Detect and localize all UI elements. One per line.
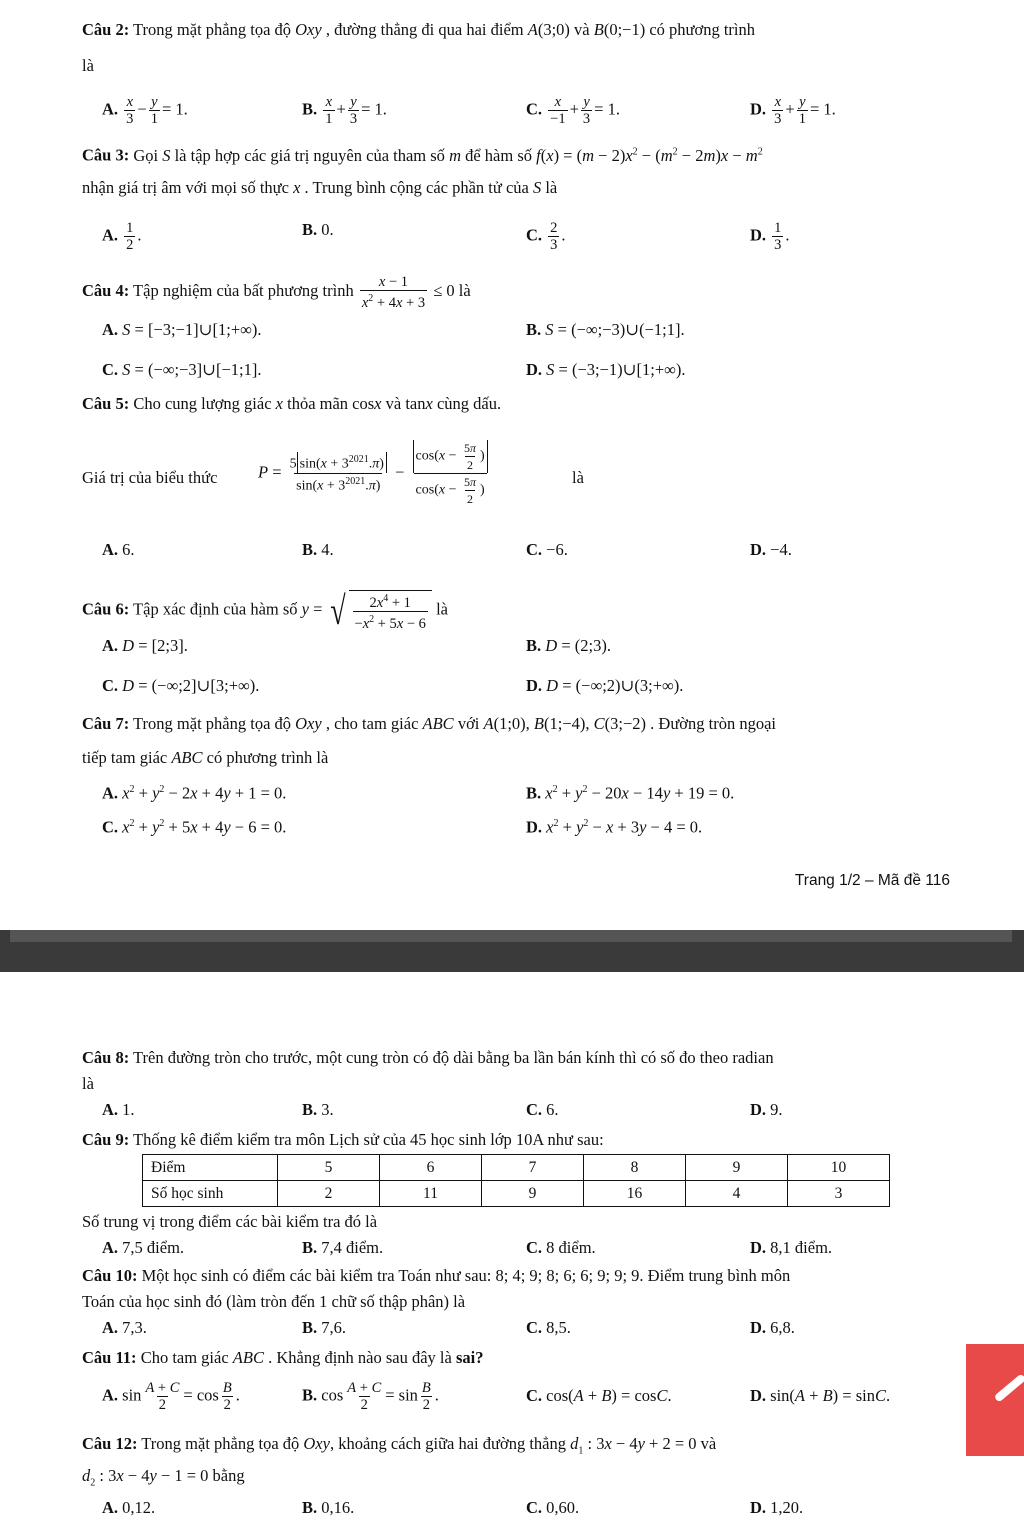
option-a: A. D = [2;3]. [102,636,188,655]
table-cell: 3 [788,1181,890,1207]
question-keyword: sai? [455,1348,484,1367]
score-table [142,1154,890,1207]
expression-p: P = $\frac{5 \sin(x + 3^{2021}.\pi)}{\sin(x + 3^{2021}.\pi)}$ − cos(x − $\frac{5\pi}{2}$ ) cos(x − $\frac{5\pi}{2}$ ) [258,440,492,507]
option-c: C. D = (−∞;2]∪[3;+∞). [102,676,260,695]
table-cell: 5 [278,1155,380,1181]
page-separator [0,930,1024,972]
option-a: A. sin $\frac{A + C}{2}$ = cos $\frac{B}{2}$ . [102,1380,240,1413]
option-b: B. $x^2 + y^2 - 20x - 14y + 19 = 0$. [526,783,735,803]
question-7 [82,714,776,734]
inequality-fraction: $\frac{x - 1}{x^2 + 4x + 3}$ [361,274,426,311]
question-8 [82,1048,774,1068]
question-label: Câu 8: [82,1048,130,1067]
option-a: A. S = [−3;−1]∪[1;+∞). [102,320,262,339]
option-c: C. $\frac{x}{-1}$ + $\frac{y}{3}$ = 1. [526,94,620,127]
question-10 [82,1266,790,1286]
option-a: A. $\frac{x}{3}$ − $\frac{y}{1}$ = 1. [102,94,188,127]
option-c: C. 8,5. [526,1318,571,1337]
question-text-cont: $d_2$ : 3x − 4y − 1 = 0 bằng [82,1466,245,1489]
option-c: C. 0,60. [526,1498,580,1517]
option-d: D. 6,8. [750,1318,795,1337]
option-a: A. 0,12. [102,1498,156,1517]
option-d: D. $x^2 + y^2 - x + 3y - 4 = 0$. [526,817,703,837]
table-row [143,1155,890,1181]
option-a: A. 6. [102,540,135,559]
question-text: Một học sinh có điểm các bài kiểm tra Toán như sau: 8; 4; 9; 8; 6; 6; 9; 9; 9. Điểm trung bình môn [141,1266,791,1285]
option-d: D. sin(A + B) = sinC. [750,1386,891,1405]
option-b: B. 0. [302,220,334,239]
question-5 [82,394,501,414]
question-text-cont: nhận giá trị âm với mọi số thực x . Trung bình cộng các phần tử của S là [82,178,558,197]
option-d: D. 8,1 điểm. [750,1238,833,1257]
option-c: C. $x^2 + y^2 + 5x + 4y - 6 = 0$. [102,817,287,837]
question-3 [82,142,763,166]
option-a: A. 7,5 điểm. [102,1238,185,1257]
table-header-cell: Điểm [143,1155,278,1181]
option-a: A. 1. [102,1100,135,1119]
option-d: D. 9. [750,1100,783,1119]
option-b: B. 4. [302,540,334,559]
table-row [143,1181,890,1207]
question-text: Trong mặt phẳng tọa độ Oxy , cho tam giác ABC với A(1;0), B(1;−4), C(3;−2) . Đường tròn ngoại [133,714,776,733]
option-a: A. $x^2 + y^2 - 2x + 4y + 1 = 0$. [102,783,287,803]
question-4: Câu 4: Tập nghiệm của bất phương trình $\frac{x - 1}{x^2 + 4x + 3}$ ≤ 0 là [82,274,471,311]
sqrt-expression: √ $\frac{2x^4 + 1}{-x^2 + 5x - 6}$ [327,590,432,632]
question-label: Câu 7: [82,714,130,733]
question-text: Cho tam giác ABC . Khẳng định nào sau đây là [140,1348,452,1367]
option-b: B. 0,16. [302,1498,355,1517]
question-label: Câu 10: [82,1266,138,1285]
option-d: D. 1,20. [750,1498,804,1517]
option-d: D. −4. [750,540,792,559]
question-9 [82,1130,604,1150]
table-cell: 8 [584,1155,686,1181]
question-label: Câu 4: [82,281,130,301]
question-12 [82,1434,716,1461]
table-cell: 9 [482,1181,584,1207]
exam-page-2 [0,972,1024,1533]
question-text: Trên đường tròn cho trước, một cung tròn có độ dài bằng ba lần bán kính thì có số đo theo radian [133,1048,774,1067]
table-cell: 7 [482,1155,584,1181]
option-d: D. D = (−∞;2)∪(3;+∞). [526,676,684,695]
table-cell: 11 [380,1181,482,1207]
option-b: B. $\frac{x}{1}$ + $\frac{y}{3}$ = 1. [302,94,387,127]
option-b: B. D = (2;3). [526,636,611,655]
question-text: Trong mặt phẳng tọa độ Oxy , đường thẳng đi qua hai điểm A(3;0) và B(0;−1) có phương trình [133,20,755,39]
question-label: Câu 6: [82,599,130,619]
question-label: Câu 9: [82,1130,130,1149]
question-text-cont: là [82,1074,94,1093]
option-d: D. $\frac{1}{3}$ . [750,220,790,253]
question-tail: là [572,468,584,487]
question-text-cont: Giá trị của biểu thức [82,468,218,487]
table-header-cell: Số học sinh [143,1181,278,1207]
option-c: C. $\frac{2}{3}$ . [526,220,566,253]
table-cell: 10 [788,1155,890,1181]
table-cell: 2 [278,1181,380,1207]
question-text: Gọi S là tập hợp các giá trị nguyên của tham số m để hàm số $f(x) = (m - 2)x^2 - (m^2 - 2m)x - m^2$ [133,145,763,165]
table-cell: 4 [686,1181,788,1207]
side-edit-tab[interactable] [966,1344,1024,1456]
table-cell: 9 [686,1155,788,1181]
option-b: B. S = (−∞;−3)∪(−1;1]. [526,320,685,339]
question-11 [82,1348,483,1368]
question-text-cont: tiếp tam giác ABC có phương trình là [82,748,329,767]
option-d: D. $\frac{x}{3}$ + $\frac{y}{1}$ = 1. [750,94,836,127]
question-label: Câu 11: [82,1348,137,1367]
table-cell: 6 [380,1155,482,1181]
question-text-cont: là [82,56,94,75]
option-b: B. 7,6. [302,1318,347,1337]
question-text: Trong mặt phẳng tọa độ Oxy, khoảng cách giữa hai đường thẳng $d_1$ : 3x − 4y + 2 = 0 và [141,1434,717,1457]
option-d: D. S = (−3;−1)∪[1;+∞). [526,360,686,379]
question-label: Câu 2: [82,20,130,39]
question-label: Câu 12: [82,1434,138,1453]
option-c: C. 8 điểm. [526,1238,596,1257]
option-b: B. cos $\frac{A + C}{2}$ = sin $\frac{B}{2}$ . [302,1380,439,1413]
option-c: C. 6. [526,1100,559,1119]
option-a: A. 7,3. [102,1318,147,1337]
question-2 [82,20,755,40]
question-label: Câu 3: [82,145,130,165]
pencil-icon [994,1373,1024,1402]
option-c: C. cos(A + B) = cosC. [526,1386,672,1405]
question-text: Thống kê điểm kiểm tra môn Lịch sử của 45 học sinh lớp 10A như sau: [133,1130,604,1149]
option-b: B. 3. [302,1100,334,1119]
option-c: C. −6. [526,540,568,559]
page-footer: Trang 1/2 – Mã đề 116 [794,872,950,889]
question-6: Câu 6: Tập xác định của hàm số y = √ $\frac{2x^4 + 1}{-x^2 + 5x - 6}$ là [82,587,448,633]
question-text-cont: Toán của học sinh đó (làm tròn đến 1 chữ số thập phân) là [82,1292,466,1311]
question-text: Tập nghiệm của bất phương trình [133,281,354,301]
option-b: B. 7,4 điểm. [302,1238,384,1257]
option-a: A. $\frac{1}{2}$ . [102,220,142,253]
question-text: Cho cung lượng giác x thỏa mãn cosx và tanx cùng dấu. [133,394,502,413]
question-text-cont: Số trung vị trong điểm các bài kiểm tra đó là [82,1212,378,1231]
option-c: C. S = (−∞;−3]∪[−1;1]. [102,360,262,379]
question-label: Câu 5: [82,394,130,413]
question-text: Tập xác định của hàm số [133,599,298,619]
table-cell: 16 [584,1181,686,1207]
